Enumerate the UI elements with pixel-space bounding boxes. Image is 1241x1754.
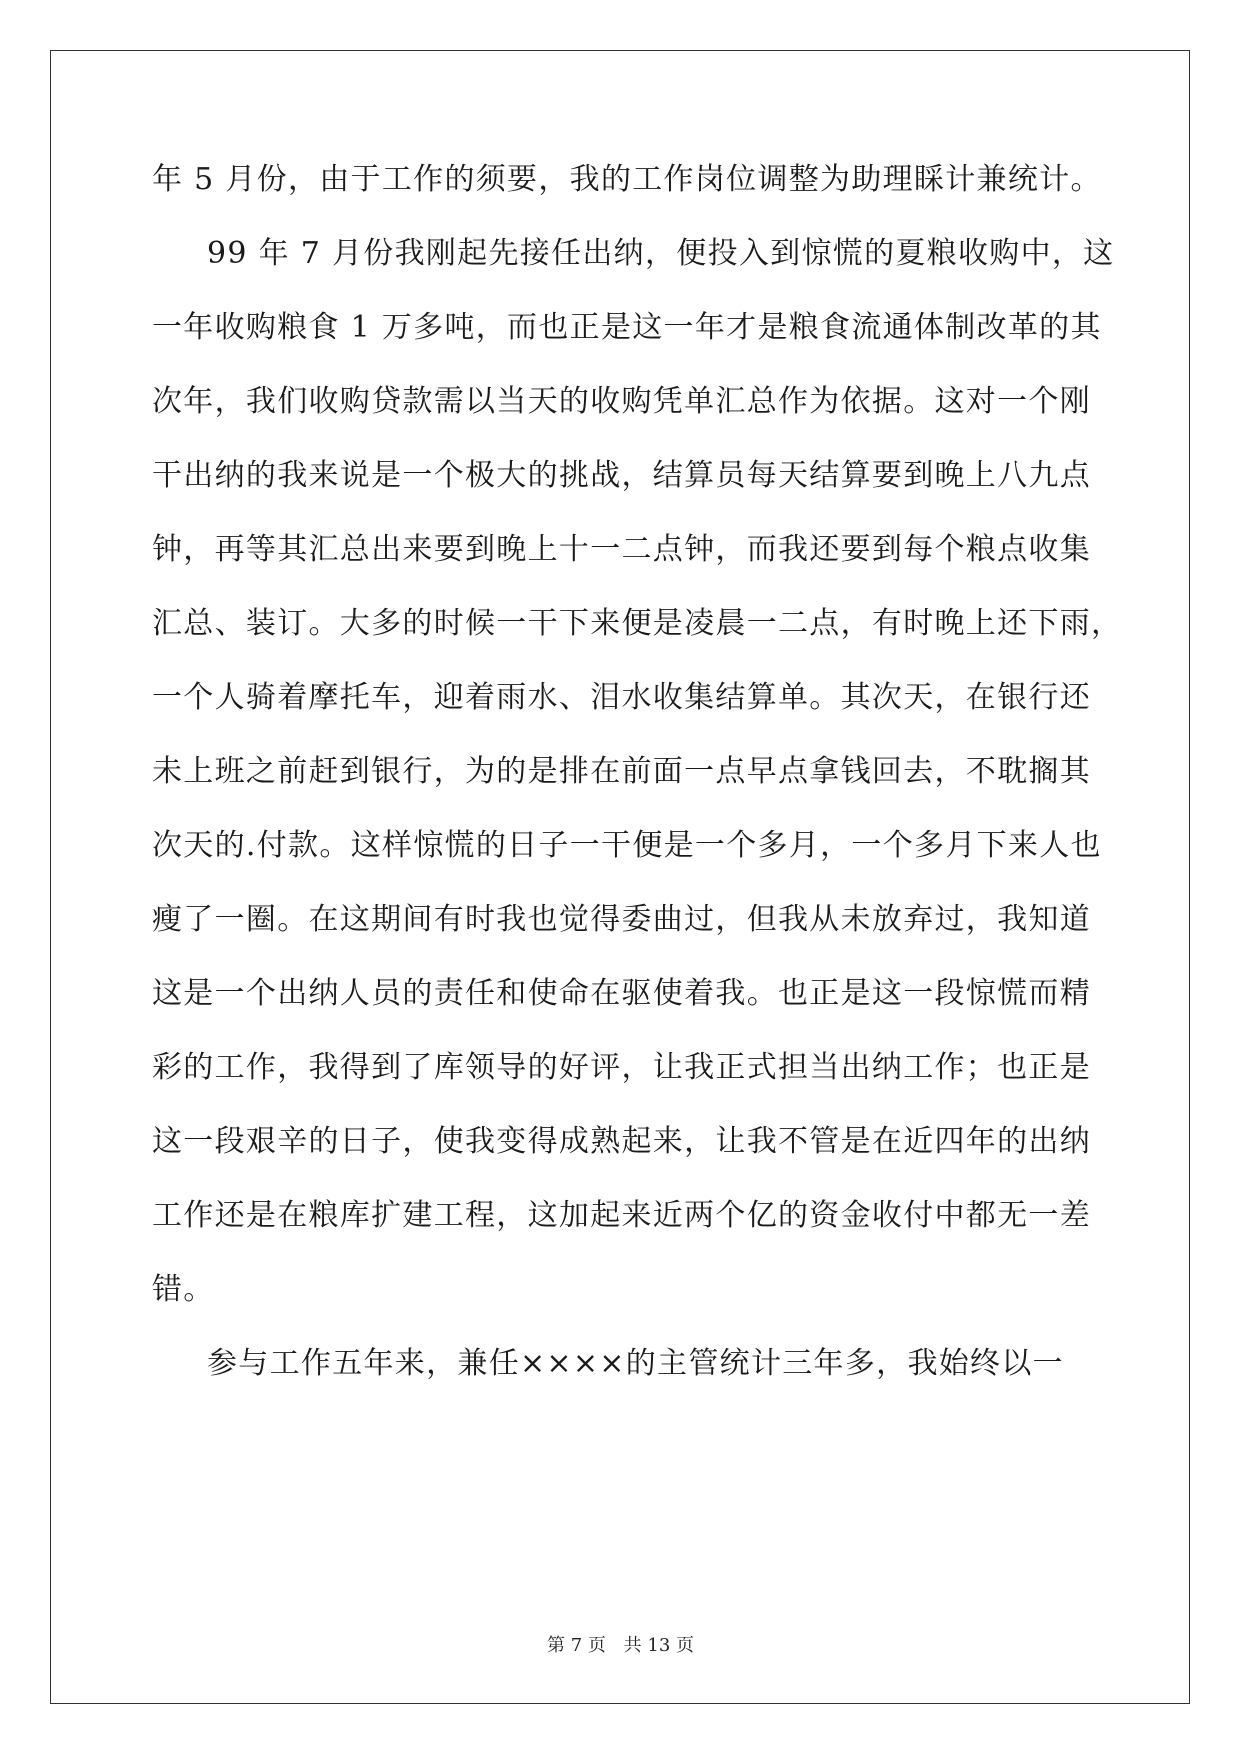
page-border — [50, 50, 1190, 1704]
text-line: 汇总、装订。大多的时候一干下来便是凌晨一二点，有时晚上还下雨， — [152, 606, 1123, 641]
total-pages: 共 13 页 — [623, 1635, 694, 1656]
text-line: 错。 — [152, 1272, 215, 1307]
text-line: 干出纳的我来说是一个极大的挑战，结算员每天结算要到晚上八九点 — [152, 458, 1091, 493]
text-line: 一个人骑着摩托车，迎着雨水、泪水收集结算单。其次天，在银行还 — [152, 680, 1091, 715]
text-line: 彩的工作，我得到了库领导的好评，让我正式担当出纳工作；也正是 — [152, 1050, 1091, 1085]
text-line: 瘦了一圈。在这期间有时我也觉得委曲过，但我从未放弃过，我知道 — [152, 902, 1091, 937]
text-line: 年 5 月份，由于工作的须要，我的工作岗位调整为助理睬计兼统计。 — [152, 162, 1102, 197]
text-line: 钟，再等其汇总出来要到晚上十一二点钟，而我还要到每个粮点收集 — [152, 532, 1091, 567]
text-line: 工作还是在粮库扩建工程，这加起来近两个亿的资金收付中都无一差 — [152, 1198, 1091, 1233]
page-number: 第 7 页 — [547, 1635, 606, 1656]
paragraph-start-line: 参与工作五年来，兼任××××的主管统计三年多，我始终以一 — [207, 1346, 1064, 1381]
text-line: 次天的.付款。这样惊慌的日子一干便是一个多月，一个多月下来人也 — [152, 828, 1102, 863]
paragraph-start-line: 99 年 7 月份我刚起先接任出纳，便投入到惊慌的夏粮收购中，这 — [207, 236, 1115, 271]
page-footer — [0, 1634, 1241, 1658]
text-line: 次年，我们收购贷款需以当天的收购凭单汇总作为依据。这对一个刚 — [152, 384, 1091, 419]
text-line: 一年收购粮食 1 万多吨，而也正是这一年才是粮食流通体制改革的其 — [152, 310, 1102, 345]
text-line: 这是一个出纳人员的责任和使命在驱使着我。也正是这一段惊慌而精 — [152, 976, 1091, 1011]
text-line: 这一段艰辛的日子，使我变得成熟起来，让我不管是在近四年的出纳 — [152, 1124, 1091, 1159]
text-line: 未上班之前赶到银行，为的是排在前面一点早点拿钱回去，不耽搁其 — [152, 754, 1091, 789]
